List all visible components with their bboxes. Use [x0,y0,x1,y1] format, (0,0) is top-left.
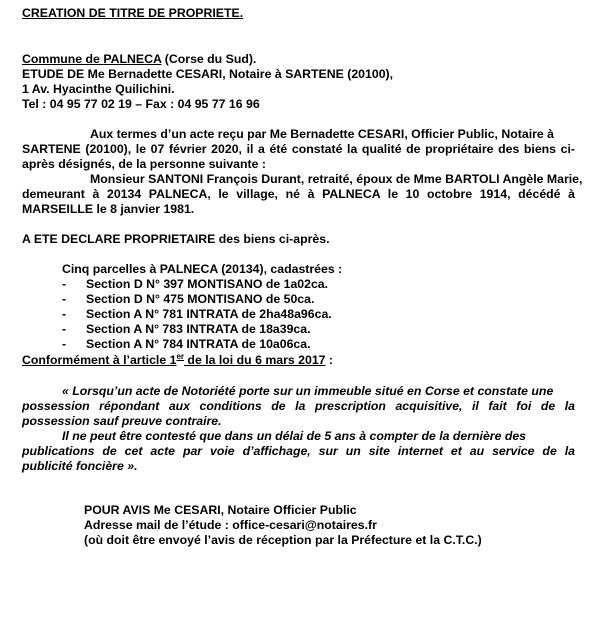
conformement-line [22,353,333,368]
parcel-text: Section A N° 781 INTRATA de 2ha48a96ca. [86,307,332,321]
declared-line [22,232,330,247]
list-item: - Section A N° 784 INTRATA de 10a06ca. [62,337,311,351]
list-item: - Section D N° 475 MONTISANO de 50ca. [62,292,315,306]
notice-title: CREATION DE TITRE DE PROPRIETE. [22,6,244,20]
phone-line: Tel : 04 95 77 02 19 – Fax : 04 95 77 16 96 [22,97,260,111]
list-item: - Section D N° 397 MONTISANO de 1a02ca. [62,277,329,291]
footer-line2: Adresse mail de l’étude : office-cesari@notaires.fr [84,518,377,532]
parcels-intro: Cinq parcelles à PALNECA (20134), cadastrées : [62,262,343,276]
quote-line1: « Lorsqu’un acte de Notoriété porte sur un immeuble situé en Corse et constate une [62,384,554,398]
declared-rest: des biens ci-après. [215,232,330,246]
para2-line2: demeurant à 20134 PALNECA, le village, né à PALNECA le 10 octobre 1914, décédé à [22,187,575,201]
conform-colon: : [325,353,334,367]
parcel-text: Section A N° 784 INTRATA de 10a06ca. [86,337,311,351]
para2-line1: Monsieur SANTONI François Durant, retraité, époux de Mme BARTOLI Angèle Marie, [90,172,583,186]
para1-line3: après désignés, de la personne suivante : [22,157,266,171]
declared-bold: A ETE DECLARE PROPRIETAIRE [22,232,216,246]
conform-sup: er [176,351,185,361]
quote-line4: Il ne peut être contesté que dans un délai de 5 ans à compter de la dernière des [62,429,527,443]
footer-line1: POUR AVIS Me CESARI, Notaire Officier Public [84,503,357,517]
commune-suffix: (Corse du Sud). [161,52,257,66]
parcel-text: Section A N° 783 INTRATA de 18a39ca. [86,322,311,336]
list-item: - Section A N° 781 INTRATA de 2ha48a96ca. [62,307,332,321]
para1-line1: Aux termes d’un acte reçu par Me Bernadette CESARI, Officier Public, Notaire à [90,127,554,141]
parcel-text: Section D N° 475 MONTISANO de 50ca. [86,292,315,306]
conform-post: de la loi du 6 mars 2017 [184,353,326,367]
quote-line6: publicité foncière ». [22,459,138,473]
parcel-text: Section D N° 397 MONTISANO de 1a02ca. [86,277,329,291]
conform-pre: Conformément à l’article 1 [22,353,177,367]
commune-prefix: Commune de [22,52,104,66]
para1-line2: SARTENE (20100), le 07 février 2020, il a été constaté la qualité de propriétaire des biens ci- [22,142,575,156]
quote-line2: possession répondant aux conditions de la prescription acquisitive, il fait foi de la [22,399,575,413]
commune-name: PALNECA [103,52,162,66]
commune-line [22,52,256,67]
para2-line3: MARSEILLE le 8 janvier 1981. [22,202,195,216]
list-item: - Section A N° 783 INTRATA de 18a39ca. [62,322,311,336]
address-line: 1 Av. Hyacinthe Quilichini. [22,82,175,96]
quote-line3: possession sauf preuve contraire. [22,414,222,428]
quote-line5: publications de cet acte par voie d’affichage, sur un site internet et au service de la [22,444,575,458]
footer-line3: (où doit être envoyé l’avis de réception par la Préfecture et la C.T.C.) [84,533,482,547]
etude-line: ETUDE DE Me Bernadette CESARI, Notaire à SARTENE (20100), [22,67,394,81]
